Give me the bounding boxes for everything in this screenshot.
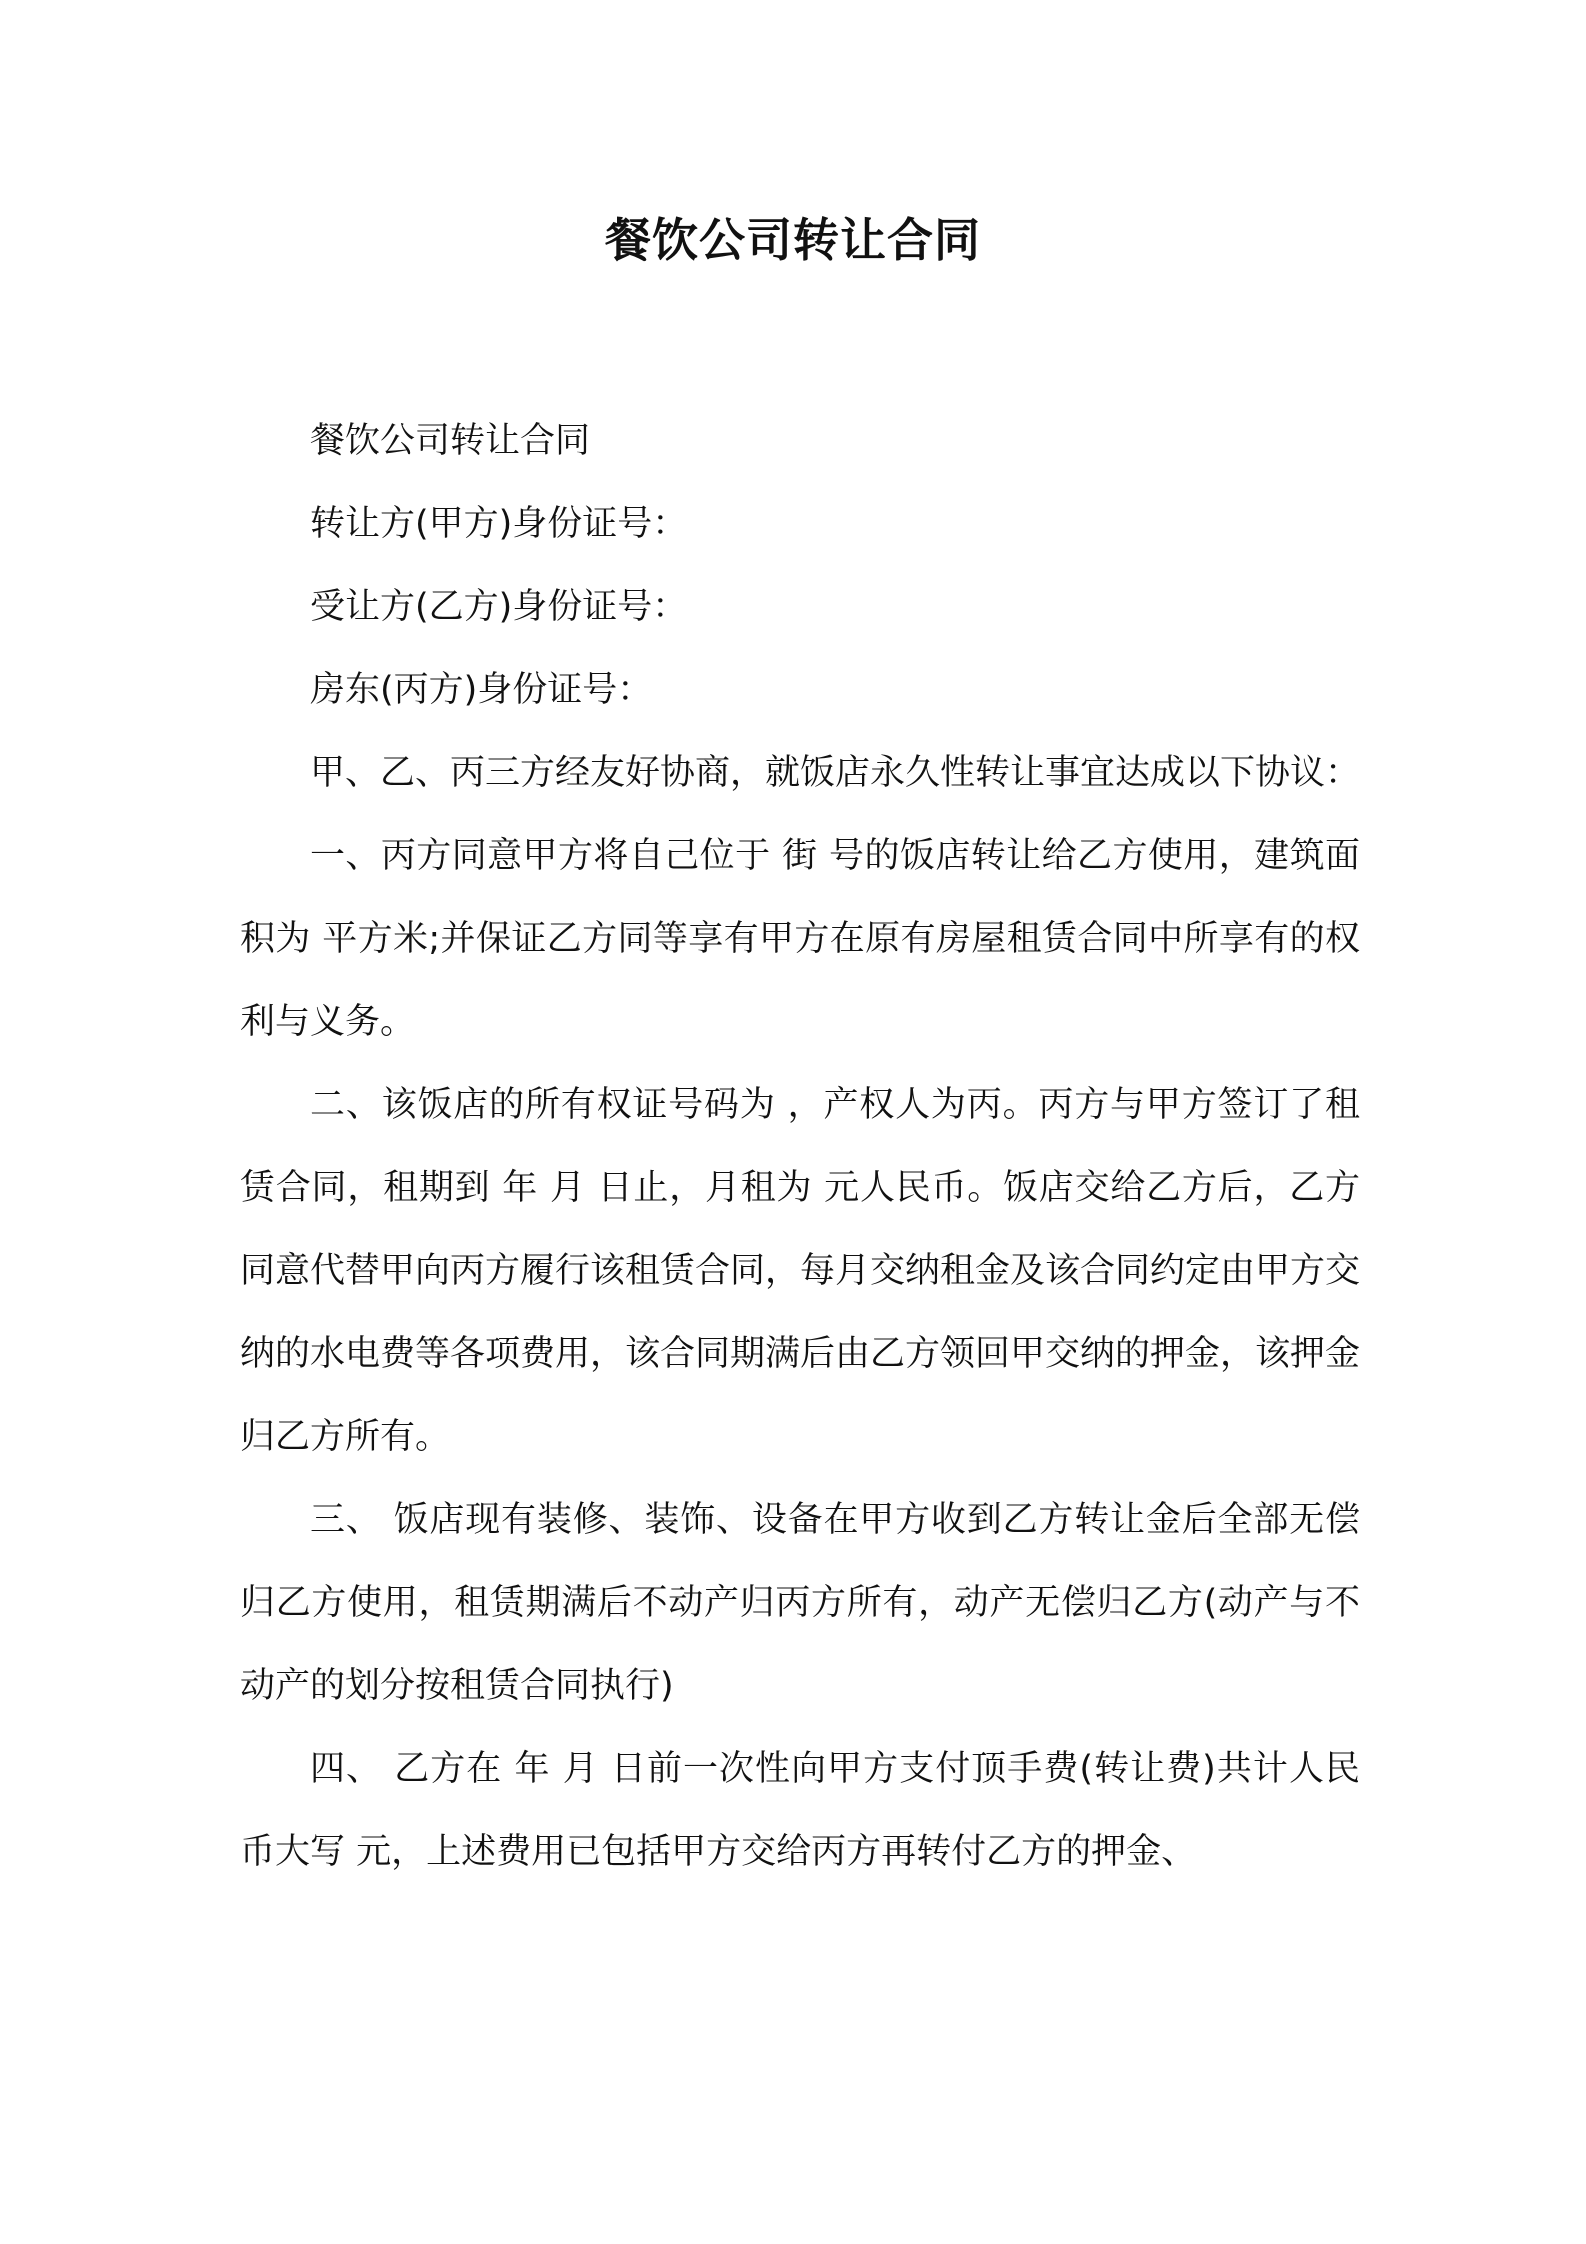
clause-1: 一、丙方同意甲方将自己位于 街 号的饭店转让给乙方使用，建筑面积为 平方米;并保证乙方同等享有甲方在原有房屋租赁合同中所享有的权利与义务。 (240, 836, 1360, 1042)
clause-3: 三、 饭店现有装修、装饰、设备在甲方收到乙方转让金后全部无偿归乙方使用，租赁期满后不动产归丙方所有，动产无偿归乙方(动产与不动产的划分按租赁合同执行) (240, 1500, 1360, 1706)
paragraph-landlord-id: 房东(丙方)身份证号： (310, 670, 653, 710)
paragraph-transferor-id: 转让方(甲方)身份证号： (310, 504, 688, 544)
document-body (240, 400, 1360, 1894)
clause-4: 四、 乙方在 年 月 日前一次性向甲方支付顶手费(转让费)共计人民币大写 元，上述费用已包括甲方交给丙方再转付乙方的押金、 (240, 1749, 1360, 1872)
paragraph-preamble: 甲、乙、丙三方经友好协商，就饭店永久性转让事宜达成以下协议： (310, 753, 1361, 793)
paragraph-heading: 餐饮公司转让合同 (310, 421, 591, 461)
document-title: 餐饮公司转让合同 (605, 213, 981, 267)
paragraph-transferee-id: 受让方(乙方)身份证号： (310, 587, 688, 627)
clause-2: 二、该饭店的所有权证号码为 ，产权人为丙。丙方与甲方签订了租赁合同，租期到 年 月 日止，月租为 元人民币。饭店交给乙方后，乙方同意代替甲向丙方履行该租赁合同，每月交纳租金及该合同约定由甲方交纳的水电费等各项费用，该合同期满后由乙方领回甲交纳的押金，该押金归乙方所有。 (240, 1085, 1361, 1457)
